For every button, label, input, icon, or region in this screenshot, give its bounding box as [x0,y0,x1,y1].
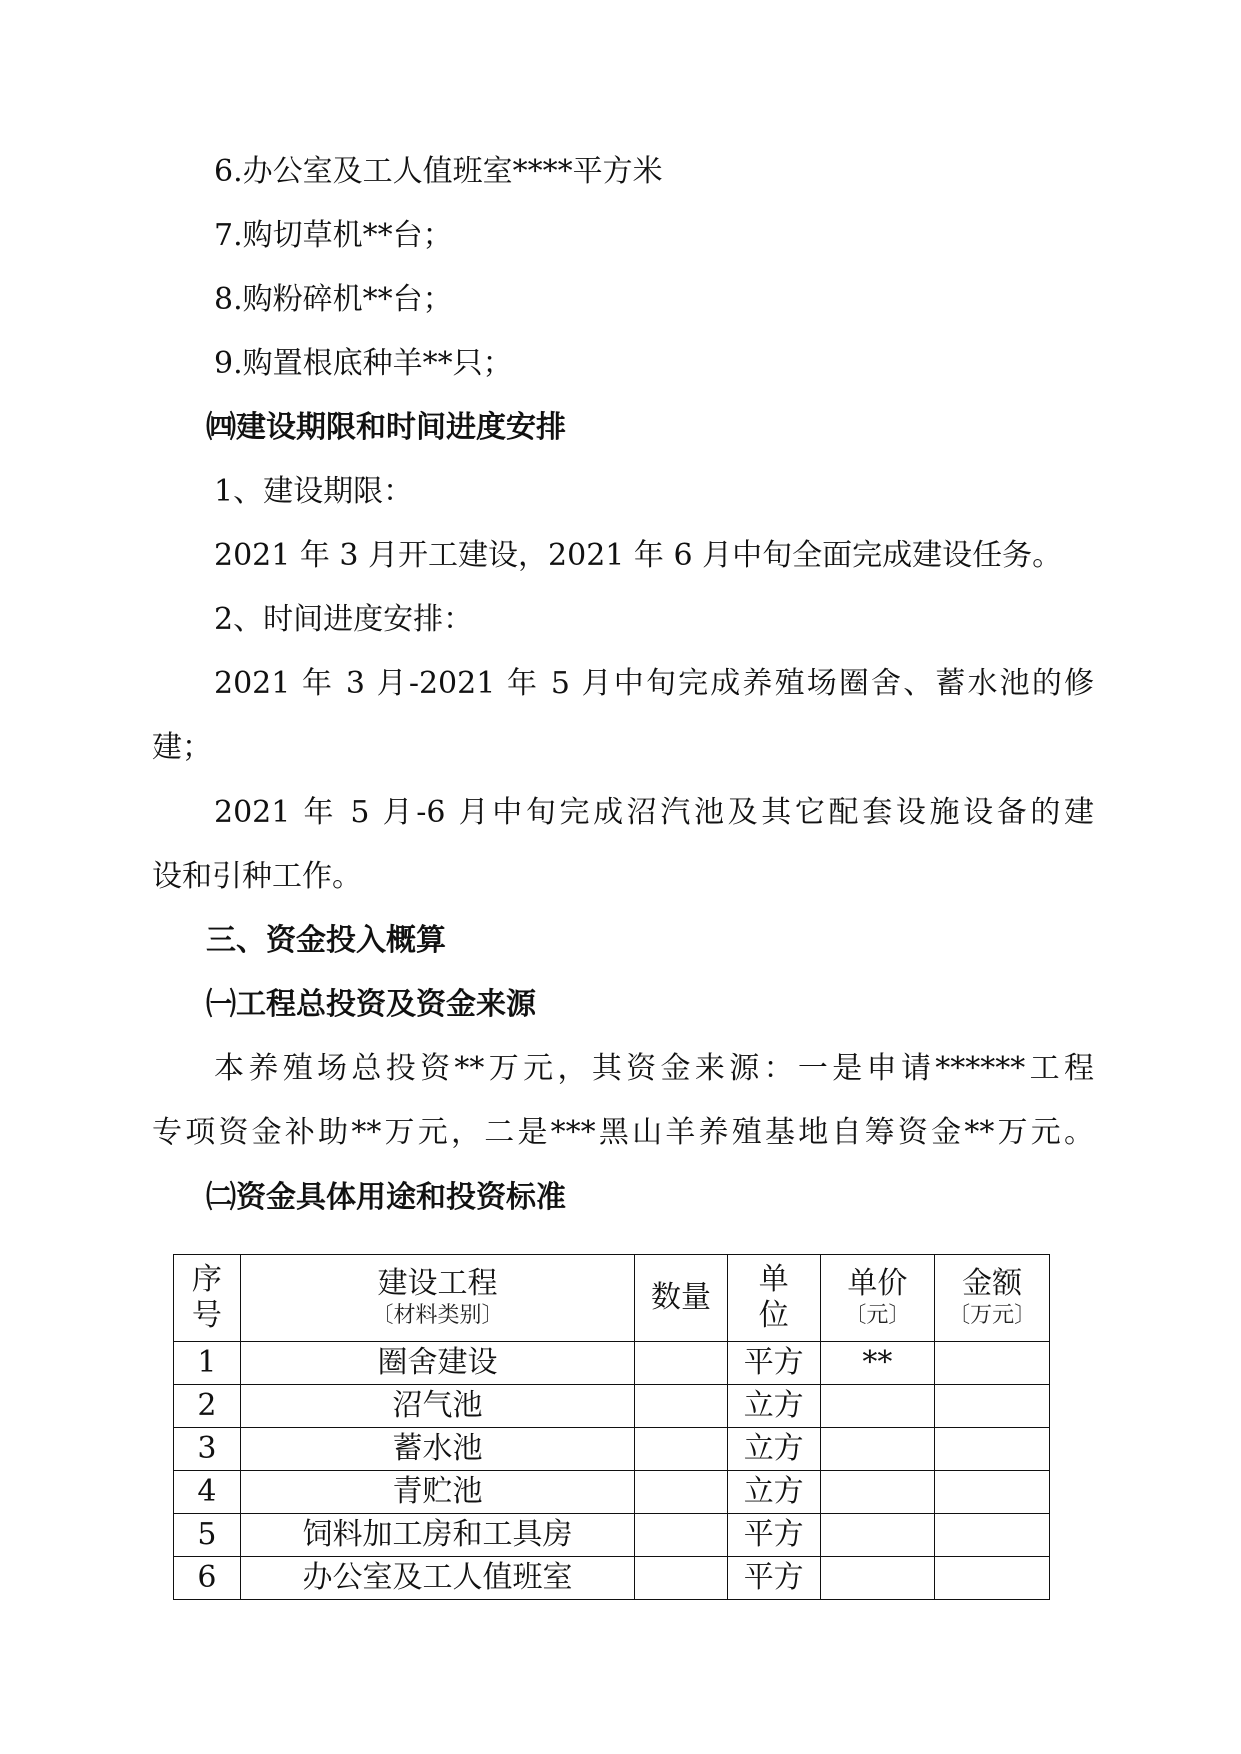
cell-unit-price: ** [820,1342,935,1385]
item-line-8: 8.购粉碎机**台； [214,282,453,317]
cell-amount [935,1385,1050,1428]
cell-unit: 立方 [727,1428,820,1471]
cell-quantity [635,1514,728,1557]
cell-amount [935,1471,1050,1514]
header-unit [727,1255,820,1342]
schedule-paragraph-1-line-1: 2021 年 3 月-2021 年 5 月中旬完成养殖场圈舍、蓄水池的修 [214,666,1094,701]
cell-serial: 4 [174,1471,241,1514]
cell-serial: 2 [174,1385,241,1428]
cell-unit: 平方 [727,1514,820,1557]
cell-project: 青贮池 [240,1471,634,1514]
table-row [174,1342,1050,1385]
schedule-heading: 2、时间进度安排： [214,602,474,637]
section-heading-usage: ㈡资金具体用途和投资标准 [206,1180,566,1215]
cell-quantity [635,1557,728,1600]
header-project-sub: 〔材料类别〕 [371,1303,504,1328]
cell-unit-price [820,1557,935,1600]
cell-quantity [635,1471,728,1514]
header-serial-line-2: 号 [191,1298,222,1333]
cell-unit-price [820,1385,935,1428]
cell-serial: 5 [174,1514,241,1557]
header-amount [935,1255,1050,1342]
cell-unit: 立方 [727,1471,820,1514]
schedule-paragraph-2-line-2: 设和引种工作。 [152,859,362,894]
item-line-9: 9.购置根底种羊**只； [214,346,513,381]
header-unit-line-2: 位 [758,1298,789,1333]
schedule-paragraph-1-line-2: 建； [152,730,212,765]
table-row [174,1471,1050,1514]
cell-unit: 平方 [727,1342,820,1385]
investment-line-2: 专项资金补助**万元，二是***黑山羊养殖基地自筹资金**万元。 [152,1115,1094,1150]
cell-amount [935,1514,1050,1557]
item-line-7: 7.购切草机**台； [214,218,453,253]
header-price-label: 单价 [847,1266,908,1301]
cell-project: 饲料加工房和工具房 [240,1514,634,1557]
header-amount-sub: 〔万元〕 [948,1303,1037,1328]
section-heading-schedule: ㈣建设期限和时间进度安排 [206,410,566,445]
header-price-sub: 〔元〕 [844,1303,911,1328]
cell-quantity [635,1342,728,1385]
cell-serial: 3 [174,1428,241,1471]
cell-unit-price [820,1428,935,1471]
header-serial [174,1255,241,1342]
budget-table [173,1254,1050,1600]
cell-project: 办公室及工人值班室 [240,1557,634,1600]
cell-serial: 6 [174,1557,241,1600]
section-heading-investment: ㈠工程总投资及资金来源 [206,987,536,1022]
cell-project: 蓄水池 [240,1428,634,1471]
cell-quantity [635,1385,728,1428]
cell-unit-price [820,1471,935,1514]
table-header-row [174,1255,1050,1342]
cell-amount [935,1342,1050,1385]
table-row [174,1557,1050,1600]
header-project-label: 建设工程 [377,1266,498,1301]
cell-project: 沼气池 [240,1385,634,1428]
cell-quantity [635,1428,728,1471]
table-row [174,1385,1050,1428]
cell-serial: 1 [174,1342,241,1385]
item-line-6: 6.办公室及工人值班室****平方米 [214,154,663,189]
header-quantity: 数量 [635,1255,728,1342]
chapter-heading-funding: 三、资金投入概算 [206,923,446,958]
cell-amount [935,1557,1050,1600]
cell-amount [935,1428,1050,1471]
header-amount-label: 金额 [962,1266,1023,1301]
header-unit-line-1: 单 [758,1262,789,1297]
cell-project: 圈舍建设 [240,1342,634,1385]
cell-unit: 平方 [727,1557,820,1600]
table-row [174,1514,1050,1557]
cell-unit-price [820,1514,935,1557]
period-text: 2021 年 3 月开工建设，2021 年 6 月中旬全面完成建设任务。 [214,538,1063,573]
period-heading: 1、建设期限： [214,474,414,509]
header-unit-price [820,1255,935,1342]
schedule-paragraph-2-line-1: 2021 年 5 月-6 月中旬完成沼汽池及其它配套设施设备的建 [214,795,1094,830]
header-project [240,1255,634,1342]
header-serial-line-1: 序 [191,1262,222,1297]
cell-unit: 立方 [727,1385,820,1428]
table-row [174,1428,1050,1471]
investment-line-1: 本养殖场总投资**万元，其资金来源：一是申请******工程 [214,1051,1094,1086]
